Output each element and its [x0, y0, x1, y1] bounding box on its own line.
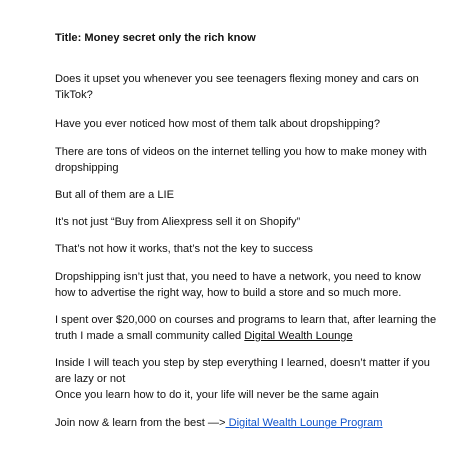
paragraph-7-line-1: Dropshipping isn’t just that, you need to have a network, you need to know — [55, 271, 421, 283]
paragraph-6: That’s not how it works, that’s not the key to success — [55, 243, 313, 255]
program-link[interactable]: Digital Wealth Lounge Program — [225, 417, 383, 429]
paragraph-8-text: truth I made a small community called — [55, 330, 245, 342]
paragraph-2: Have you ever noticed how most of them talk about dropshipping? — [55, 118, 380, 130]
paragraph-9-line-1: Inside I will teach you step by step everything I learned, doesn’t matter if you — [55, 357, 430, 369]
paragraph-1-line-2: TikTok? — [55, 89, 93, 101]
document-title: Title: Money secret only the rich know — [55, 32, 256, 44]
paragraph-8-line-1: I spent over $20,000 on courses and programs to learn that, after learning the — [55, 314, 437, 326]
paragraph-8-line-2 — [55, 328, 353, 344]
paragraph-3-line-2: dropshipping — [55, 162, 119, 174]
paragraph-7-line-2: how to advertise the right way, how to build a store and so much more. — [55, 287, 402, 299]
paragraph-10 — [55, 415, 383, 431]
community-name-underlined: Digital Wealth Lounge — [244, 330, 353, 342]
paragraph-9-line-3: Once you learn how to do it, your life will never be the same again — [55, 389, 379, 401]
call-to-action-text: Join now & learn from the best —> — [55, 417, 226, 429]
paragraph-3-line-1: There are tons of videos on the internet telling you how to make money with — [55, 146, 427, 158]
paragraph-1-line-1: Does it upset you whenever you see teenagers flexing money and cars on — [55, 73, 419, 85]
paragraph-9-line-2: are lazy or not — [55, 373, 126, 385]
paragraph-5: It’s not just “Buy from Aliexpress sell it on Shopify” — [55, 216, 301, 228]
paragraph-4: But all of them are a LIE — [55, 189, 175, 201]
